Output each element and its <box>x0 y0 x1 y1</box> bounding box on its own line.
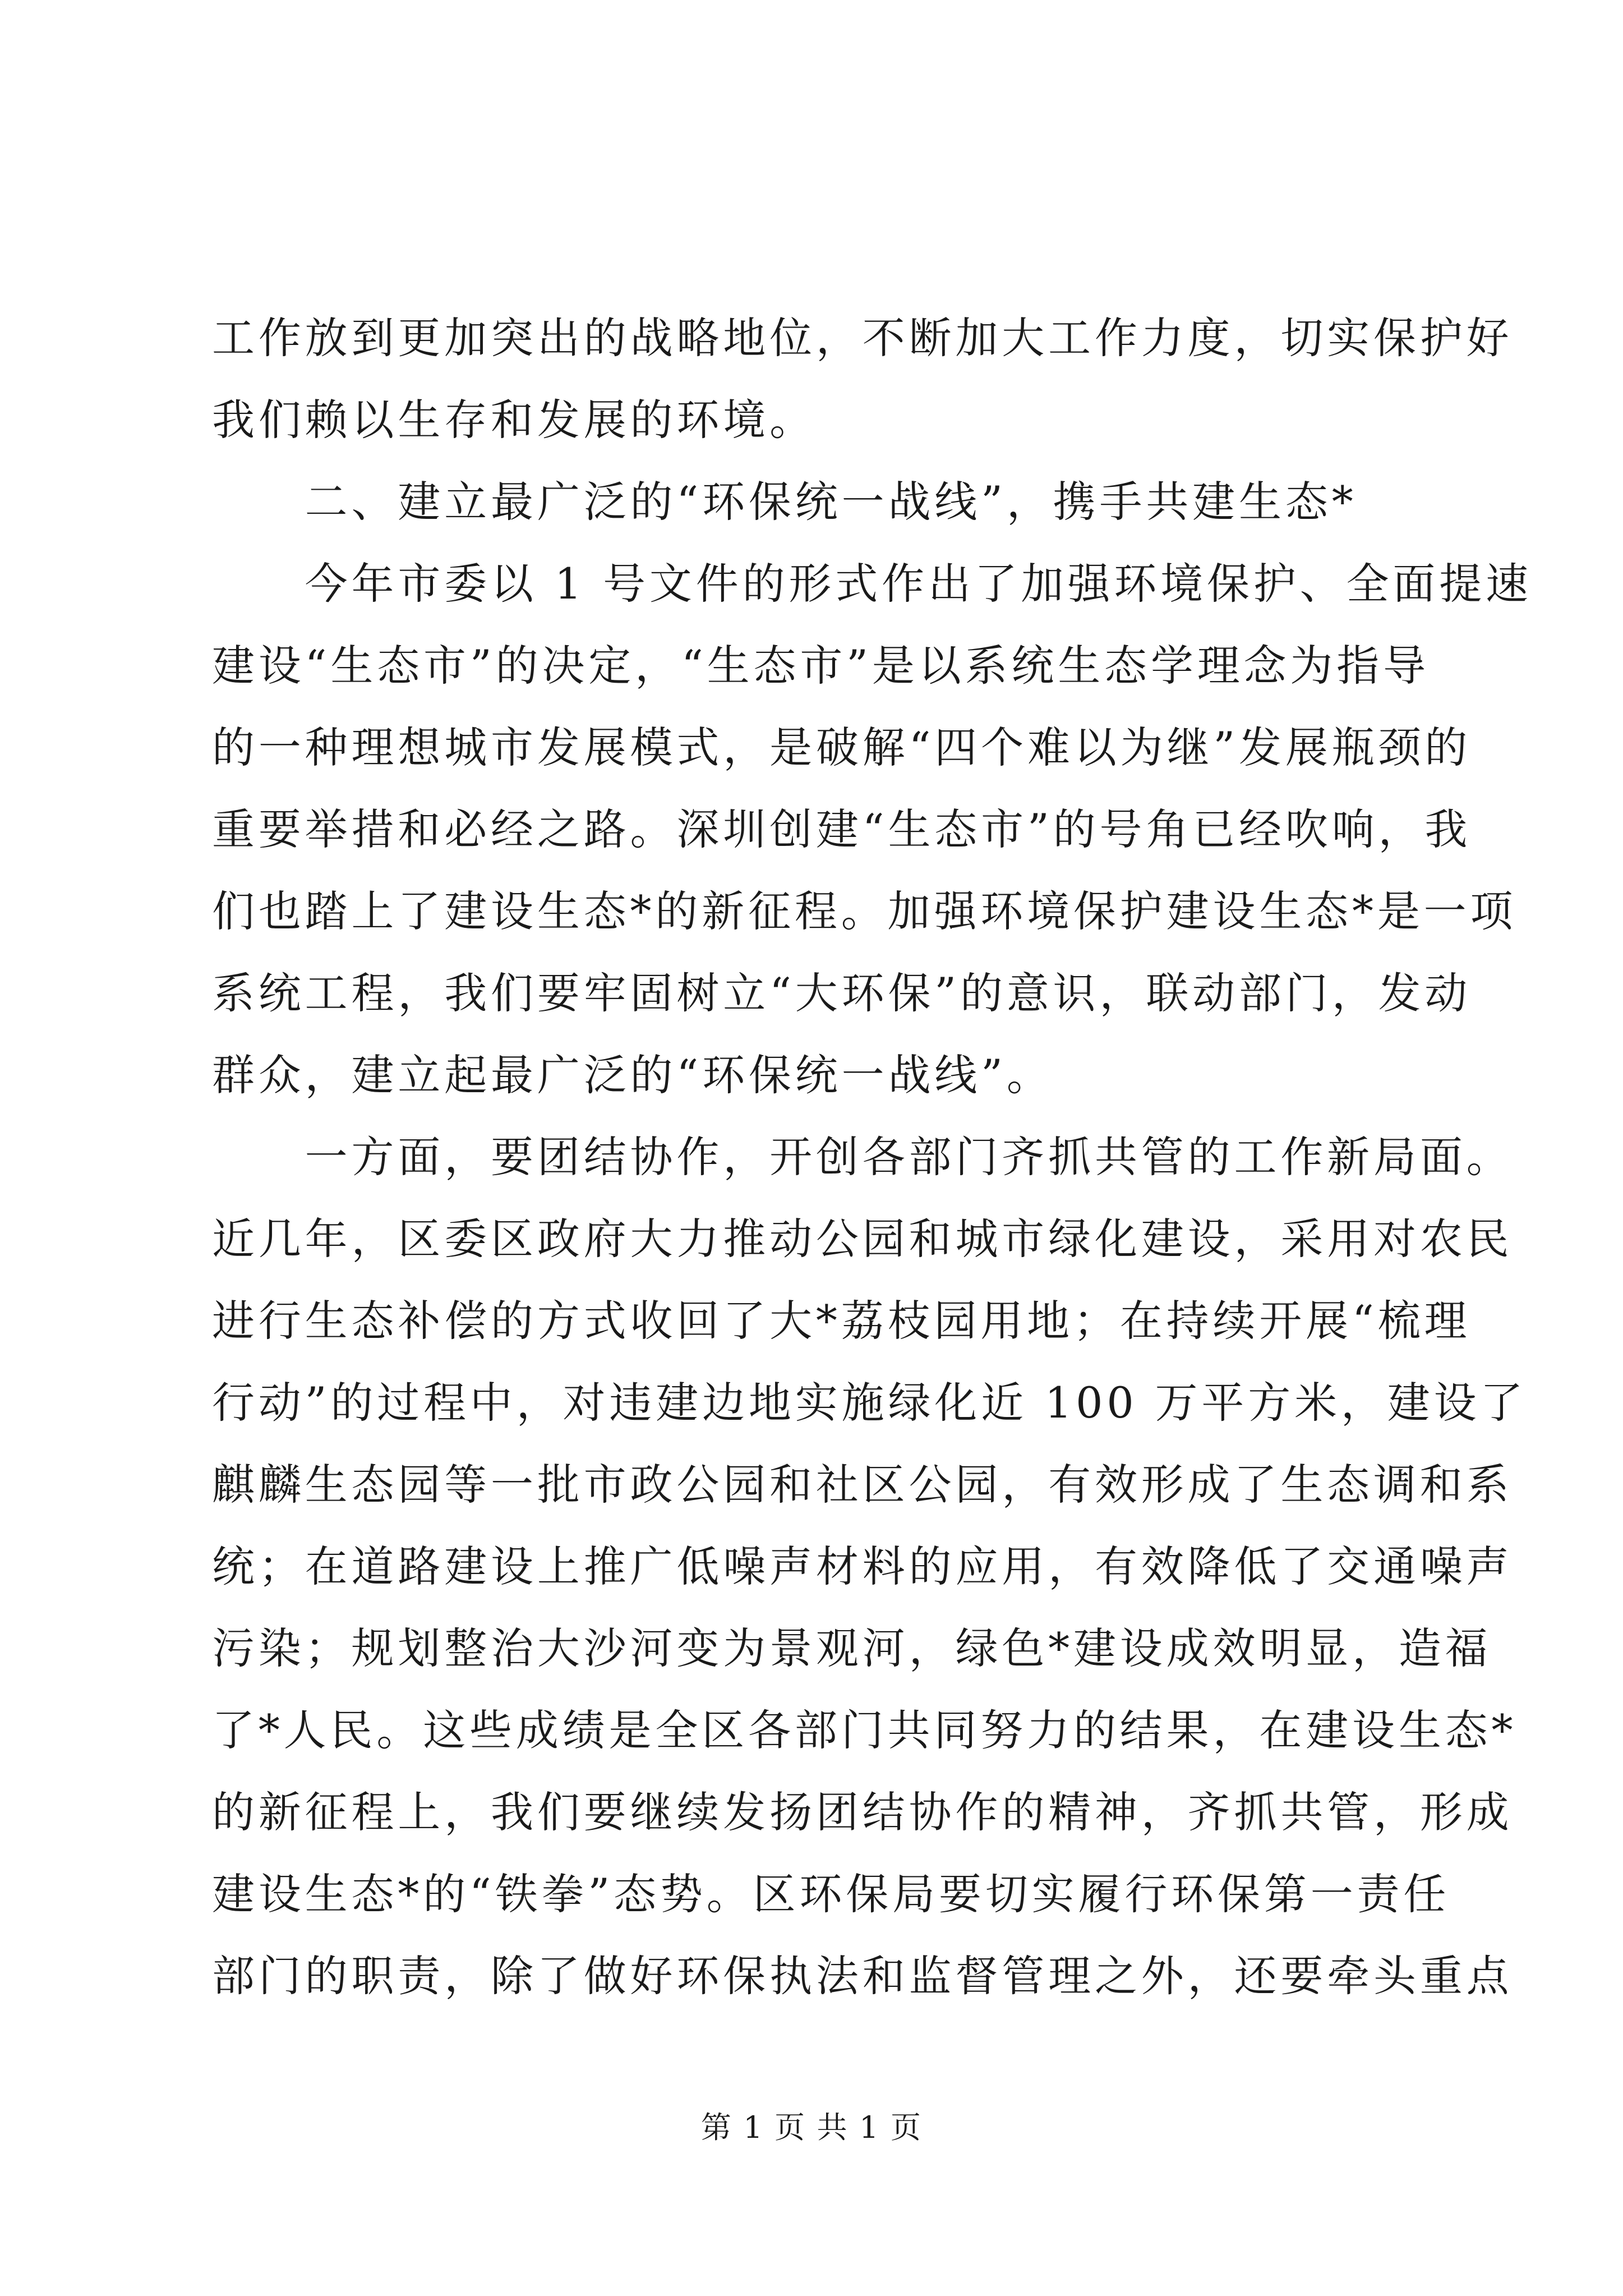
text-line: 一方面，要团结协作，开创各部门齐抓共管的工作新局面。 <box>212 1132 1513 1182</box>
body-text <box>212 297 1532 2017</box>
text-line: 我们赖以生存和发展的环境。 <box>212 395 816 445</box>
text-line: 部门的职责，除了做好环保执法和监督管理之外，还要牵头重点 <box>212 1951 1513 2001</box>
text-line: 系统工程，我们要牢固树立“大环保”的意识，联动部门，发动 <box>212 968 1472 1018</box>
text-line: 了*人民。这些成绩是全区各部门共同努力的结果，在建设生态* <box>212 1705 1517 1755</box>
text-line: 麒麟生态园等一批市政公园和社区公园，有效形成了生态调和系 <box>212 1460 1513 1510</box>
text-line: 进行生态补偿的方式收回了大*荔枝园用地；在持续开展“梳理 <box>212 1296 1471 1346</box>
text-line: 近几年，区委区政府大力推动公园和城市绿化建设，采用对农民 <box>212 1214 1513 1264</box>
page-footer: 第 1 页 共 1 页 <box>700 2110 923 2145</box>
text-line: 们也踏上了建设生态*的新征程。加强环境保护建设生态*是一项 <box>212 886 1517 936</box>
text-line: 行动”的过程中，对违建边地实施绿化近 100 万平方米，建设了 <box>212 1378 1527 1428</box>
text-line: 统；在道路建设上推广低噪声材料的应用，有效降低了交通噪声 <box>212 1542 1513 1591</box>
text-line: 建设生态*的“铁拳”态势。区环保局要切实履行环保第一责任 <box>212 1869 1450 1919</box>
text-line: 今年市委以 1 号文件的形式作出了加强环境保护、全面提速 <box>212 559 1532 609</box>
text-line: 工作放到更加突出的战略地位，不断加大工作力度，切实保护好 <box>212 313 1513 363</box>
text-line: 的一种理想城市发展模式，是破解“四个难以为继”发展瓶颈的 <box>212 723 1472 772</box>
text-line: 污染；规划整治大沙河变为景观河，绿色*建设成效明显，造福 <box>212 1623 1492 1673</box>
text-line: 建设“生态市”的决定，“生态市”是以系统生态学理念为指导 <box>212 641 1430 691</box>
text-line: 的新征程上，我们要继续发扬团结协作的精神，齐抓共管，形成 <box>212 1787 1513 1837</box>
section-heading: 二、建立最广泛的“环保统一战线”，携手共建生态* <box>212 477 1357 527</box>
text-line: 重要举措和必经之路。深圳创建“生态市”的号角已经吹响，我 <box>212 804 1472 854</box>
text-line: 群众，建立起最广泛的“环保统一战线”。 <box>212 1050 1053 1100</box>
